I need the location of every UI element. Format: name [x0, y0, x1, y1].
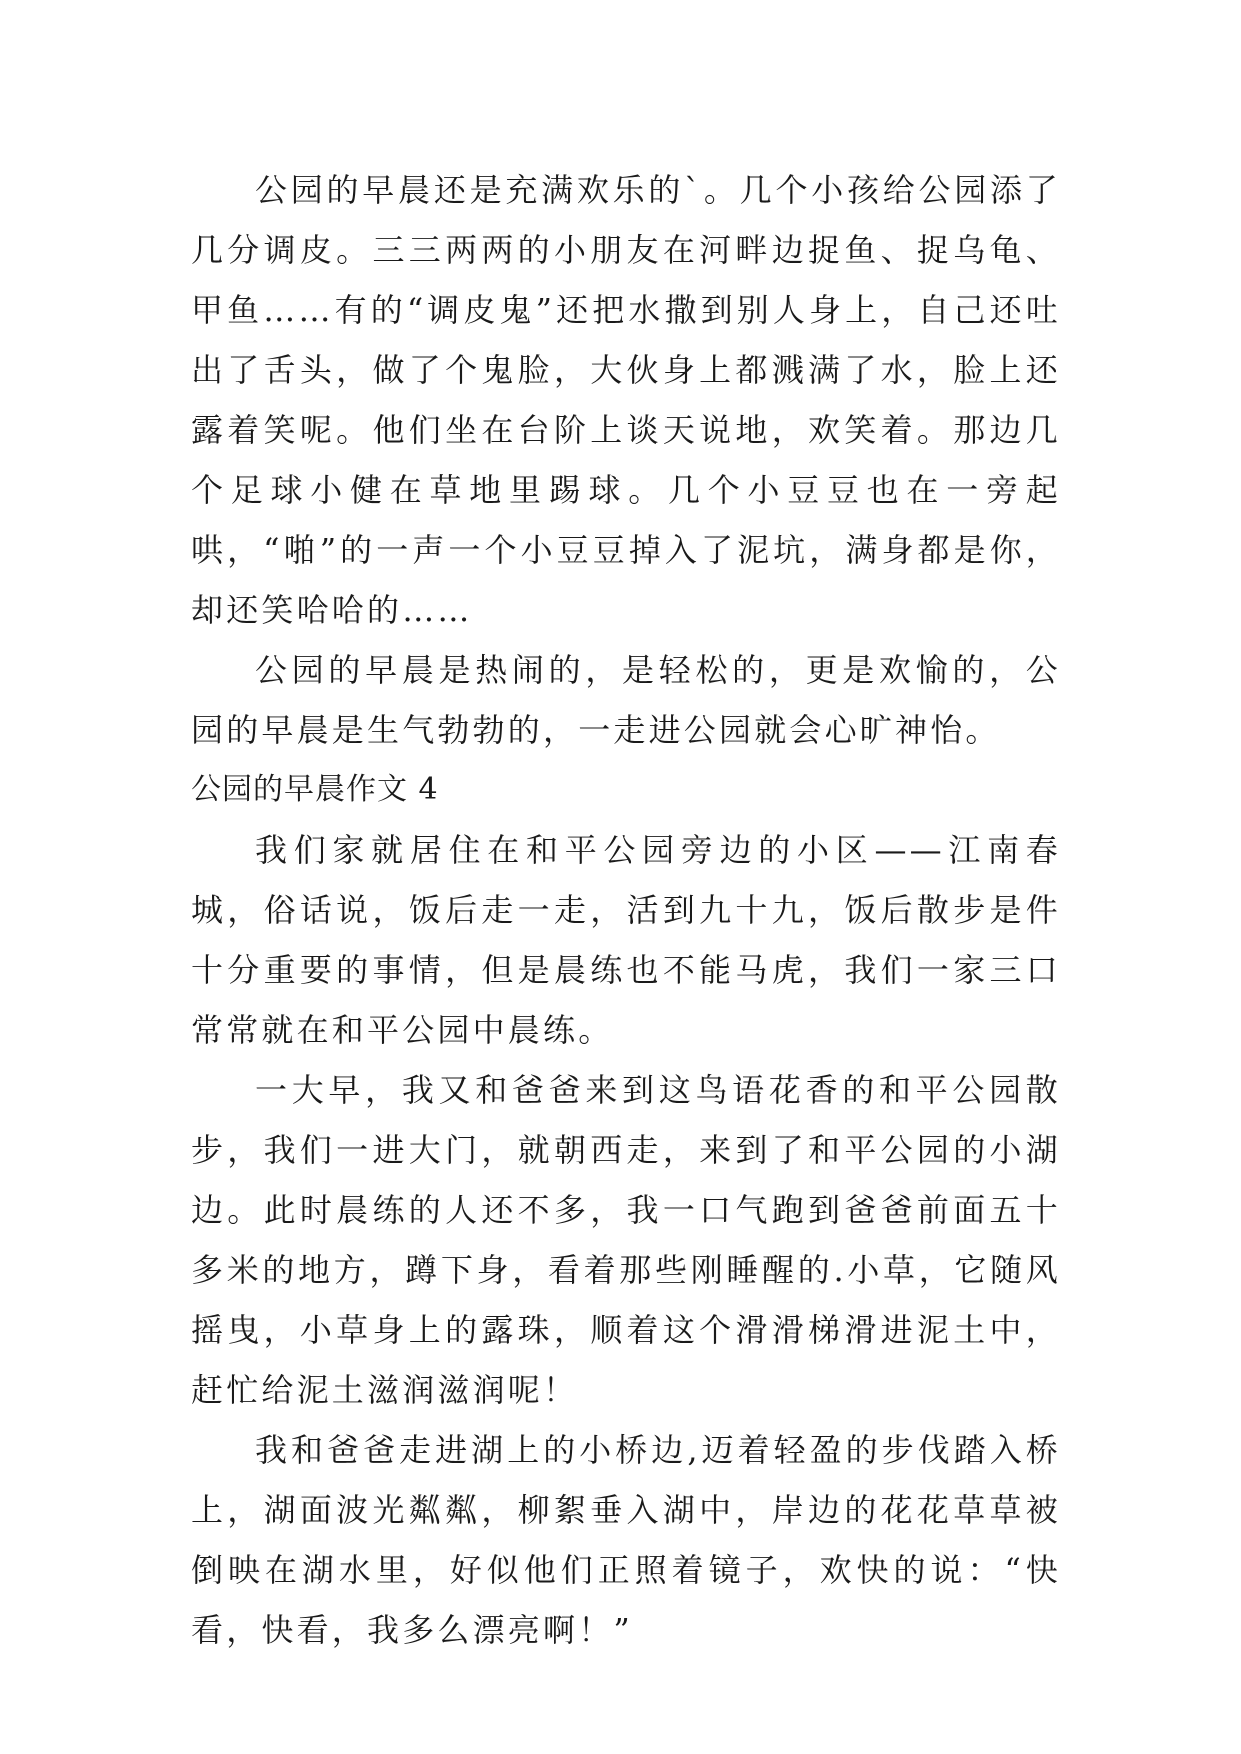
paragraph-bridge-lake: 我和爸爸走进湖上的小桥边,迈着轻盈的步伐踏入桥上，湖面波光粼粼，柳絮垂入湖中，岸边的花花草草被倒映在湖水里，好似他们正照着镜子，欢快的说：“快看，快看，我多么漂亮啊！”: [191, 1431, 1061, 1649]
paragraph-kids-playing: 公园的早晨还是充满欢乐的`。几个小孩给公园添了几分调皮。三三两两的小朋友在河畔边捉鱼、捉乌龟、甲鱼……有的“调皮鬼”还把水撒到别人身上，自己还吐出了舌头，做了个鬼脸，大伙身上都溅满了水，脸上还露着笑呢。他们坐在台阶上谈天说地，欢笑着。那边几个足球小健在草地里踢球。几个小豆豆也在一旁起哄，“啪”的一声一个小豆豆掉入了泥坑，满身都是你，却还笑哈哈的……: [191, 171, 1061, 629]
document-body: [191, 160, 1061, 1660]
paragraph-early-walk: 一大早，我又和爸爸来到这鸟语花香的和平公园散步，我们一进大门，就朝西走，来到了和平公园的小湖边。此时晨练的人还不多，我一口气跑到爸爸前面五十多米的地方，蹲下身，看着那些刚睡醒的.小草，它随风摇曳，小草身上的露珠，顺着这个滑滑梯滑进泥土中，赶忙给泥土滋润滋润呢！: [191, 1071, 1061, 1409]
paragraph-morning-summary: 公园的早晨是热闹的，是轻松的，更是欢愉的，公园的早晨是生气勃勃的，一走进公园就会心旷神怡。: [191, 651, 1061, 749]
paragraph-home-intro: 我们家就居住在和平公园旁边的小区——江南春城，俗话说，饭后走一走，活到九十九，饭后散步是件十分重要的事情，但是晨练也不能马虎，我们一家三口常常就在和平公园中晨练。: [191, 831, 1061, 1049]
essay-heading: 公园的早晨作文 4: [191, 772, 439, 807]
